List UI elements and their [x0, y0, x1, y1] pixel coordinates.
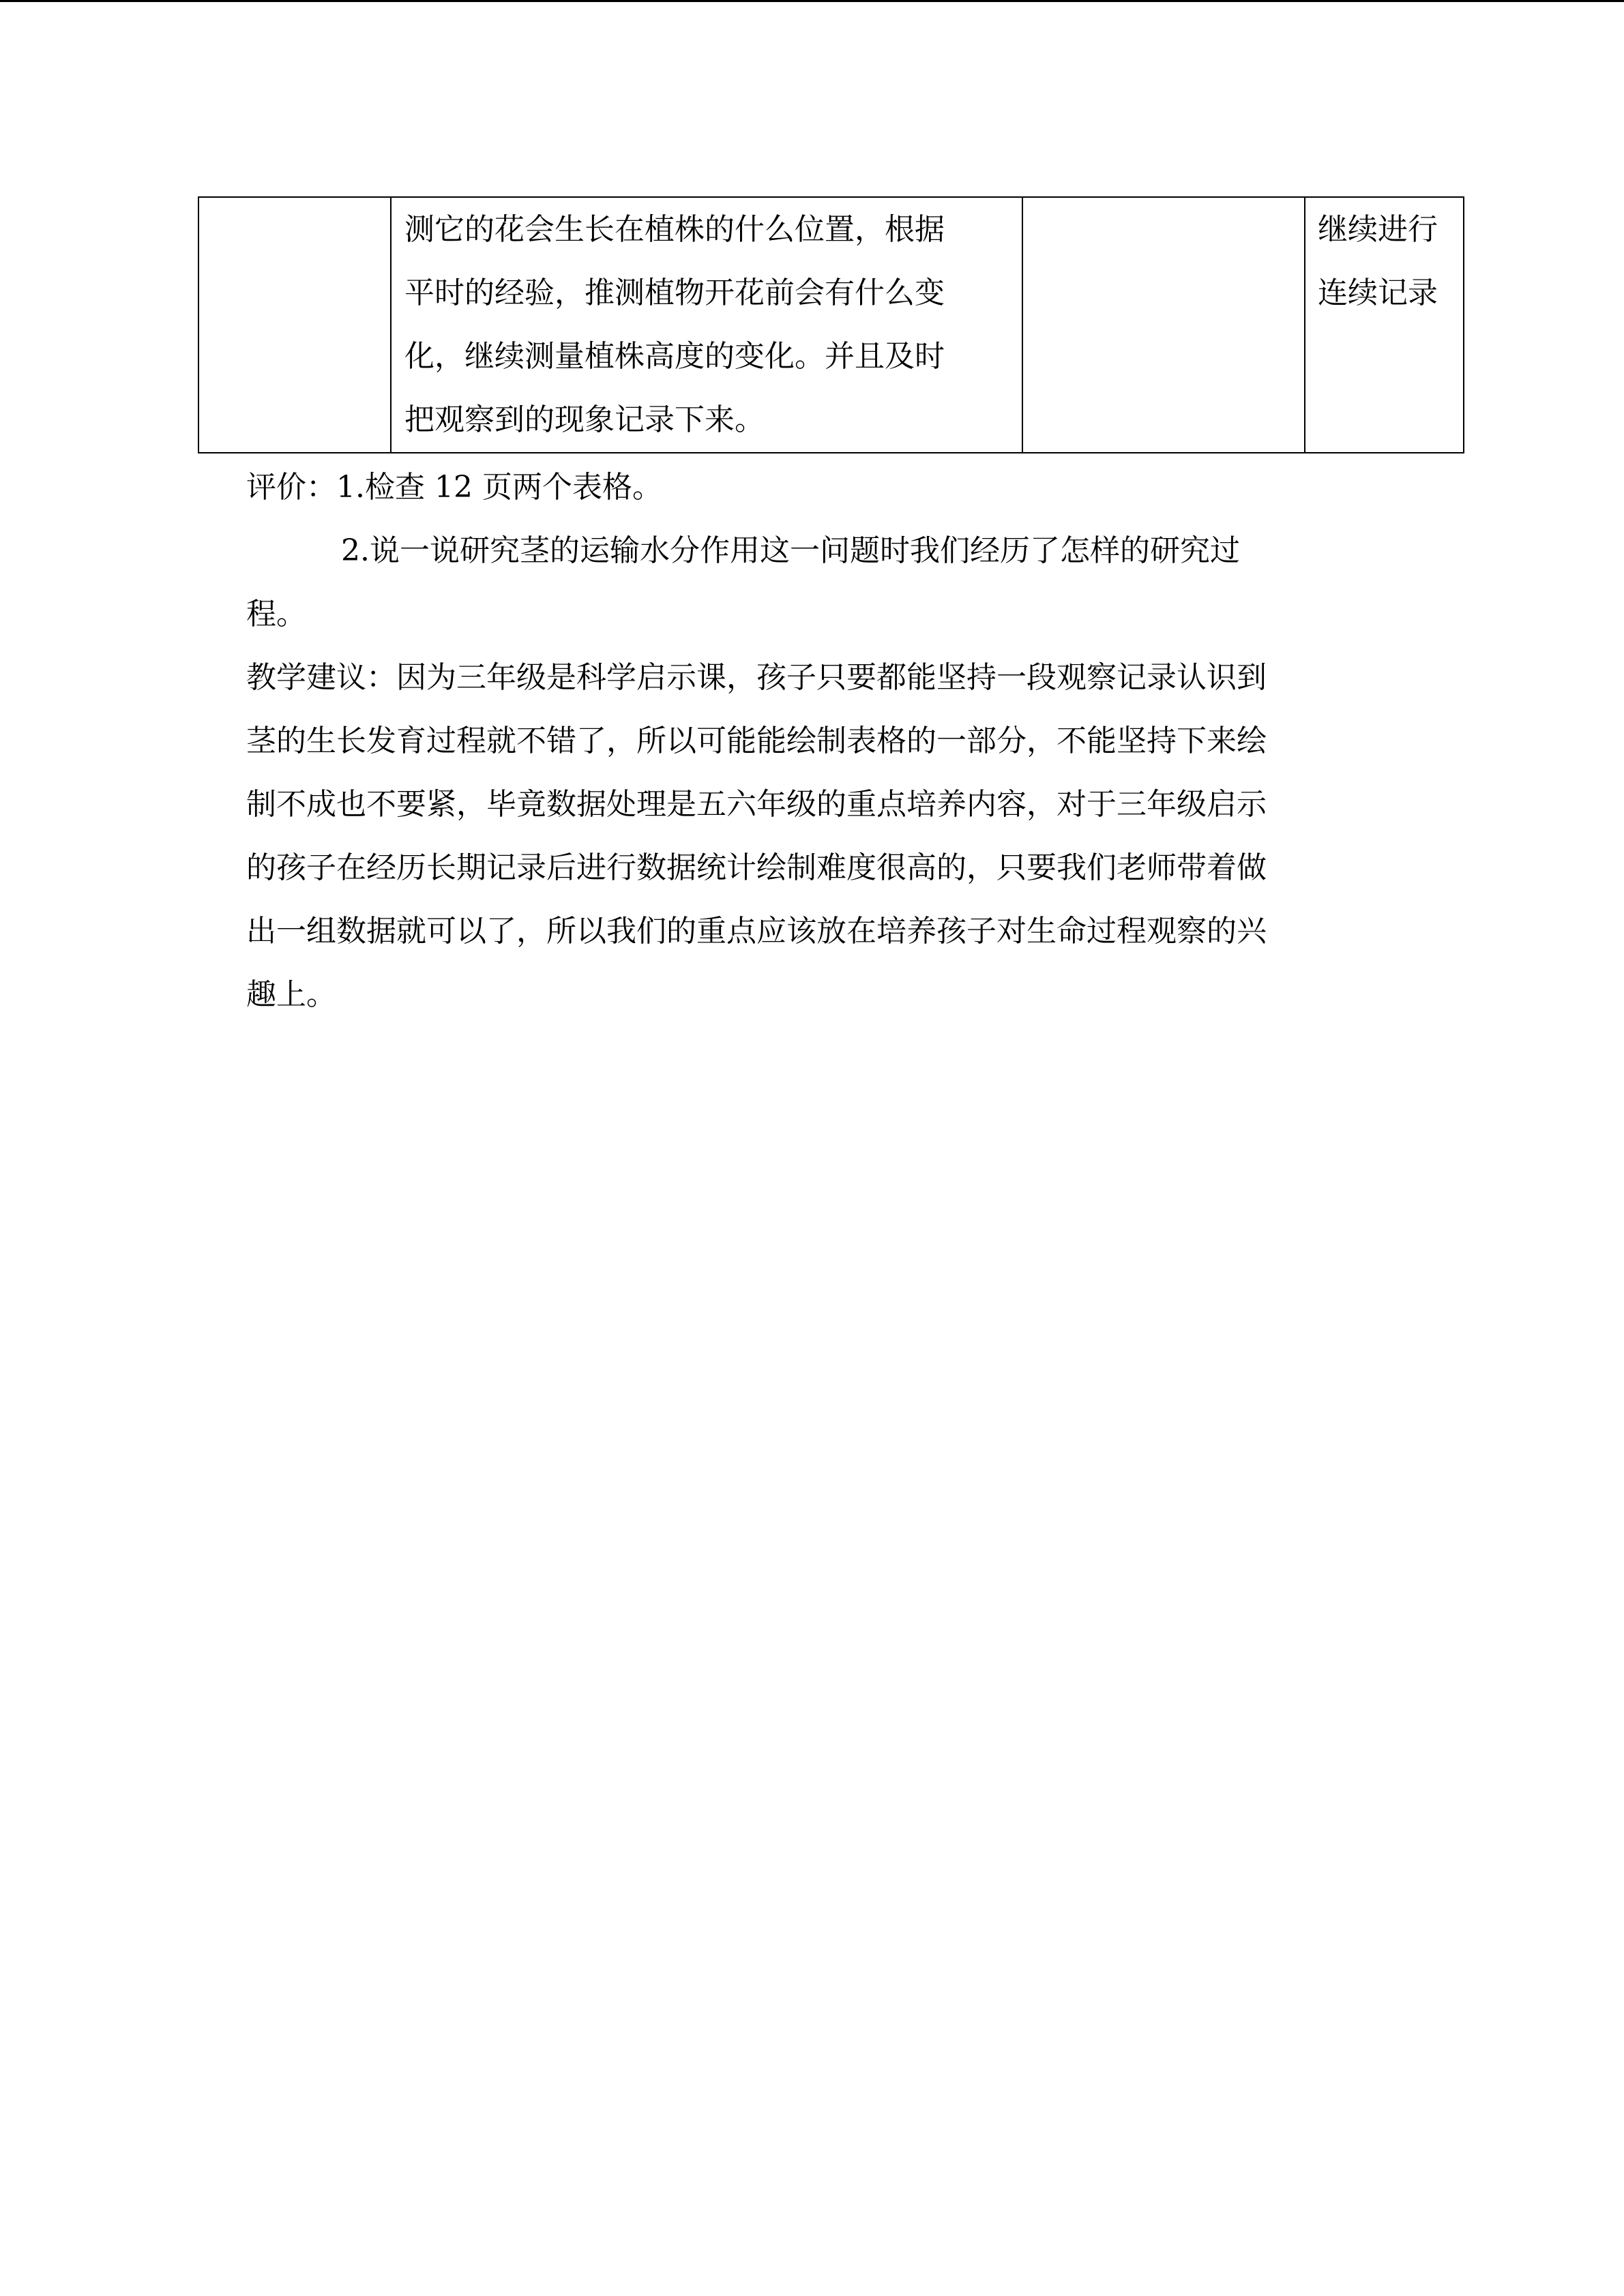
teaching-advice-line: 教学建议：因为三年级是科学启示课，孩子只要都能坚持一段观察记录认识到: [246, 660, 1267, 695]
teaching-advice-line: 制不成也不要紧，毕竟数据处理是五六年级的重点培养内容，对于三年级启示: [246, 787, 1267, 822]
table-cell-line: 化，继续测量植株高度的变化。并且及时: [404, 339, 945, 374]
table-cell-activity: [404, 198, 945, 451]
table-column-divider: [1304, 198, 1305, 452]
evaluation-line-3: 程。: [246, 597, 306, 631]
table-cell-line: 测它的花会生长在植株的什么位置，根据: [404, 212, 945, 247]
teaching-advice-line: 趣上。: [246, 977, 336, 1012]
teaching-advice-line: 的孩子在经历长期记录后进行数据统计绘制难度很高的，只要我们老师带着做: [246, 850, 1267, 885]
table-cell-note: [1318, 198, 1438, 325]
evaluation-line-1: 评价：1.检查 12 页两个表格。: [246, 470, 662, 505]
page-top-border: [0, 0, 1624, 2]
evaluation-line-2: 2.说一说研究茎的运输水分作用这一问题时我们经历了怎样的研究过: [341, 533, 1240, 568]
table-cell-line: 把观察到的现象记录下来。: [404, 402, 765, 437]
table-cell-line: 继续进行: [1318, 212, 1438, 247]
table-column-divider: [390, 198, 392, 452]
table-cell-line: 平时的经验，推测植物开花前会有什么变: [404, 275, 945, 310]
table-column-divider: [1022, 198, 1023, 452]
table-cell-line: 连续记录: [1318, 275, 1438, 310]
teaching-advice-line: 茎的生长发育过程就不错了，所以可能能绘制表格的一部分，不能坚持下来绘: [246, 724, 1267, 758]
teaching-advice-line: 出一组数据就可以了，所以我们的重点应该放在培养孩子对生命过程观察的兴: [246, 914, 1267, 949]
observation-table: [198, 196, 1464, 453]
